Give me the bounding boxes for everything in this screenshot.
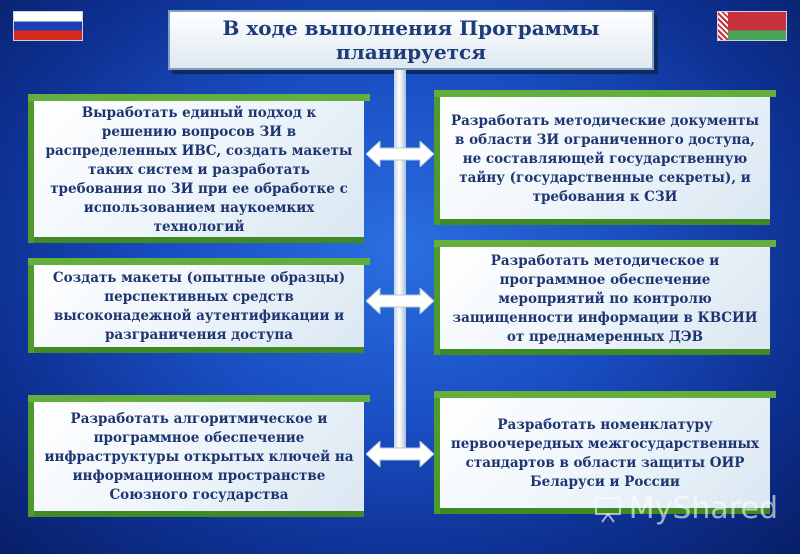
belarus-flag-ornament — [718, 12, 728, 40]
central-spine — [394, 70, 406, 460]
right-box-2-text: Разработать методическое и программное обеспечение мероприятий по контролю защищенности информации в КВСИИ от преднамеренных ДЭВ — [452, 252, 758, 345]
left-box-1-text: Выработать единый подход к решению вопросов ЗИ в распределенных ИВС, создать макеты таких систем и разработать требования по ЗИ при ее обработке с использованием наукоемких технологий — [45, 104, 353, 235]
left-box-3 — [28, 402, 364, 517]
left-box-2 — [28, 265, 364, 353]
left-box-3-text: Разработать алгоритмическое и программное обеспечение инфраструктуры открытых ключей на информационном пространстве Союзного государства — [44, 411, 354, 503]
double-arrow-icon — [366, 441, 434, 467]
left-box-2-text: Создать макеты (опытные образцы) перспективных средств высоконадежной аутентификации и разграничения доступа — [52, 270, 346, 343]
presentation-icon — [593, 494, 623, 524]
left-box-1 — [28, 101, 364, 243]
right-box-2 — [434, 247, 770, 355]
russia-flag-icon — [13, 11, 83, 41]
title-box — [168, 10, 654, 70]
watermark-text: MyShared — [628, 491, 778, 526]
right-box-3-text: Разработать номенклатуру первоочередных межгосударственных стандартов в области защиты ОИР Беларуси и России — [450, 417, 760, 490]
double-arrow-icon — [366, 141, 434, 167]
right-box-1-text: Разработать методические документы в области ЗИ ограниченного доступа, не составляющей государственную тайну (государственные секреты), и требования к СЗИ — [451, 112, 759, 205]
watermark — [593, 491, 778, 526]
belarus-flag-icon — [717, 11, 787, 41]
right-box-1 — [434, 97, 770, 225]
double-arrow-icon — [366, 288, 434, 314]
page-title: В ходе выполнения Программы планируется — [222, 16, 600, 64]
